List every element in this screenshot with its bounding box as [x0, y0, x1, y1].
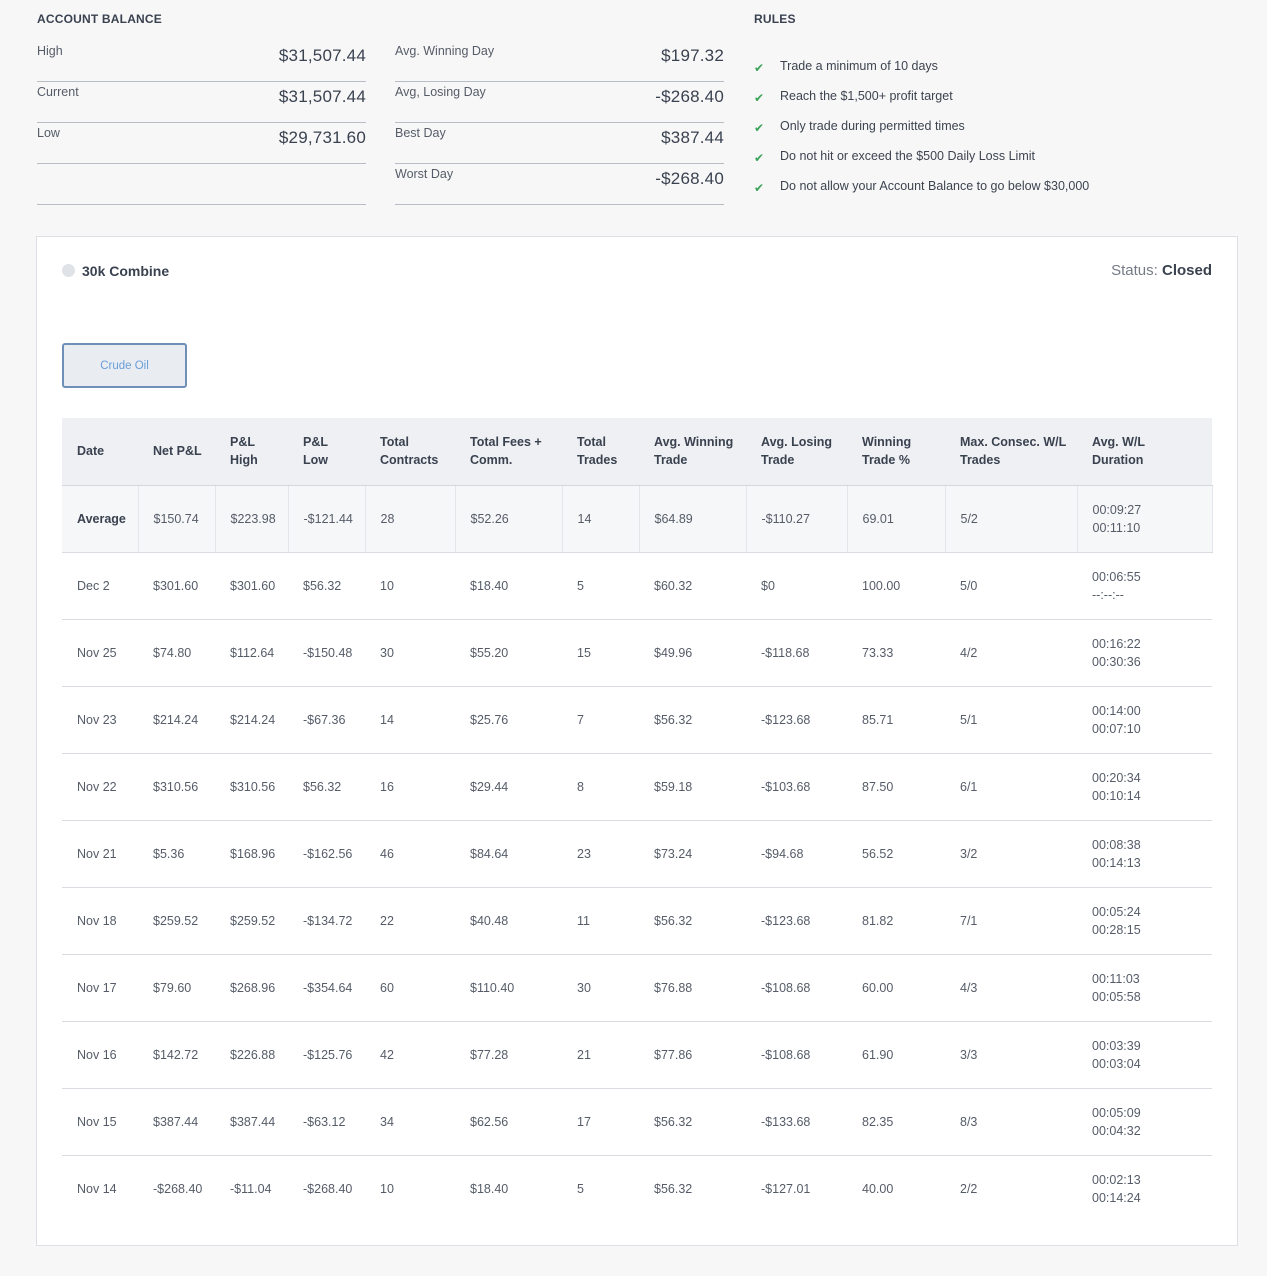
column-header-text: Avg. Winning — [654, 435, 734, 450]
table-cell: Nov 16 — [62, 1021, 138, 1088]
duration-value: 00:10:14 — [1092, 788, 1141, 803]
table-cell: Nov 18 — [62, 887, 138, 954]
table-cell: -$354.64 — [288, 954, 365, 1021]
column-header-text: Trade — [654, 453, 688, 468]
rule-item — [754, 87, 1089, 117]
checkmark-icon: ✔ — [754, 91, 765, 105]
table-cell: 34 — [365, 1088, 455, 1155]
table-cell: 21 — [562, 1021, 639, 1088]
table-cell: -$127.01 — [761, 1181, 811, 1196]
stat-value: $197.32 — [661, 46, 724, 65]
table-cell: 7 — [562, 686, 639, 753]
account-balance-title: ACCOUNT BALANCE — [37, 12, 162, 26]
duration-value: 00:07:10 — [1092, 721, 1141, 736]
table-cell: -$110.27 — [746, 485, 847, 552]
table-cell: -$123.68 — [746, 887, 847, 954]
stat-label: Worst Day — [395, 167, 454, 181]
table-cell: 15 — [562, 619, 639, 686]
table-cell — [1077, 552, 1212, 619]
table-cell: 60 — [365, 954, 455, 1021]
table-cell: Average — [62, 485, 138, 552]
table-cell: 11 — [562, 887, 639, 954]
column-header-text: Total — [577, 435, 606, 450]
column-header[interactable] — [746, 418, 847, 485]
table-row — [62, 686, 1212, 753]
card-header — [62, 262, 1212, 282]
column-header[interactable] — [1077, 418, 1212, 485]
column-header-text: Date — [77, 444, 105, 459]
table-cell: 87.50 — [847, 753, 945, 820]
duration-value: 00:16:22 — [1092, 636, 1141, 651]
table-cell: $62.56 — [455, 1088, 562, 1155]
checkmark-icon: ✔ — [754, 121, 765, 135]
duration-value: 00:20:34 — [1092, 770, 1141, 785]
balance-stat-row — [37, 41, 366, 82]
table-cell: $142.72 — [138, 1021, 215, 1088]
table-cell: 30 — [365, 619, 455, 686]
table-cell: 14 — [562, 485, 639, 552]
column-header[interactable] — [562, 418, 639, 485]
table-cell: 61.90 — [847, 1021, 945, 1088]
table-cell: -$67.36 — [288, 686, 365, 753]
column-header-text: Duration — [1092, 453, 1144, 468]
duration-value: 00:30:36 — [1092, 654, 1141, 669]
duration-value: 00:14:13 — [1092, 855, 1141, 870]
column-header-text: Avg. Losing — [761, 435, 833, 450]
table-row — [62, 619, 1212, 686]
table-cell: $56.32 — [654, 1181, 693, 1196]
duration-value: 00:05:24 — [1092, 904, 1141, 919]
duration-value: 00:03:04 — [1092, 1056, 1141, 1071]
balance-stat-row — [37, 123, 366, 164]
column-header-text: Net P&L — [153, 444, 202, 459]
table-cell: $56.32 — [639, 887, 746, 954]
table-cell: $310.56 — [138, 753, 215, 820]
balance-stat-row — [37, 164, 366, 205]
table-cell: 7/1 — [945, 887, 1077, 954]
table-cell: $223.98 — [215, 485, 288, 552]
table-cell: -$133.68 — [746, 1088, 847, 1155]
stat-value: $387.44 — [661, 128, 724, 147]
table-row — [62, 753, 1212, 820]
table-cell: $74.80 — [138, 619, 215, 686]
column-header[interactable] — [365, 418, 455, 485]
table-cell: -$125.76 — [288, 1021, 365, 1088]
checkmark-icon: ✔ — [754, 61, 765, 75]
column-header-text: P&L — [230, 435, 255, 450]
table-cell: -$134.72 — [288, 887, 365, 954]
table-cell: $56.32 — [288, 552, 365, 619]
column-header-text: Trades — [577, 453, 618, 468]
table-cell: $214.24 — [138, 686, 215, 753]
table-cell: 28 — [365, 485, 455, 552]
table-cell: $387.44 — [215, 1088, 288, 1155]
column-header[interactable] — [215, 418, 288, 485]
table-header-row — [62, 418, 1212, 485]
table-cell: 5/2 — [945, 485, 1077, 552]
table-cell: -$108.68 — [746, 954, 847, 1021]
table-cell — [1077, 686, 1212, 753]
table-cell: $259.52 — [215, 887, 288, 954]
column-header-text: Total Fees + — [470, 435, 542, 450]
table-cell: $310.56 — [215, 753, 288, 820]
duration-value: 00:02:13 — [1092, 1172, 1141, 1187]
table-cell: -$108.68 — [746, 1021, 847, 1088]
column-header-text: Trade % — [862, 453, 910, 468]
status-value: Closed — [1161, 262, 1212, 279]
table-cell: Nov 17 — [62, 954, 138, 1021]
duration-value: 00:11:10 — [1092, 520, 1141, 535]
table-cell: 30 — [562, 954, 639, 1021]
table-cell: -$63.12 — [288, 1088, 365, 1155]
column-header-text: Max. Consec. W/L — [960, 435, 1067, 450]
table-cell: $76.88 — [639, 954, 746, 1021]
balance-stat-row — [37, 82, 366, 123]
table-cell: -$11.04 — [230, 1181, 272, 1196]
rules-list — [754, 57, 1089, 207]
table-cell: $25.76 — [455, 686, 562, 753]
column-header-text: Total — [380, 435, 409, 450]
table-row — [62, 954, 1212, 1021]
table-row — [62, 1088, 1212, 1155]
balance-stats-right — [395, 41, 724, 205]
table-cell: Dec 2 — [62, 552, 138, 619]
duration-value: 00:04:32 — [1092, 1123, 1141, 1138]
table-cell — [1077, 820, 1212, 887]
table-cell: 56.52 — [847, 820, 945, 887]
table-cell: $301.60 — [215, 552, 288, 619]
summary-section — [37, 0, 1237, 230]
table-cell: Nov 25 — [62, 619, 138, 686]
table-cell: 2/2 — [960, 1181, 978, 1196]
duration-value: 00:08:38 — [1092, 837, 1141, 852]
column-header-text: Winning — [862, 435, 912, 450]
table-cell: -$94.68 — [746, 820, 847, 887]
table-cell: $18.40 — [455, 552, 562, 619]
duration-value: 00:03:39 — [1092, 1038, 1141, 1053]
table-cell: $150.74 — [138, 485, 215, 552]
stat-label: Avg, Losing Day — [395, 85, 486, 99]
duration-value: 00:06:55 — [1092, 569, 1141, 584]
table-cell: $56.32 — [639, 1088, 746, 1155]
duration-value: 00:05:09 — [1092, 1105, 1141, 1120]
table-cell: Nov 23 — [62, 686, 138, 753]
table-cell: 17 — [562, 1088, 639, 1155]
stat-label: Best Day — [395, 126, 446, 140]
table-cell: 85.71 — [847, 686, 945, 753]
table-cell: $168.96 — [215, 820, 288, 887]
table-cell — [1077, 1021, 1212, 1088]
table-cell: $29.44 — [455, 753, 562, 820]
column-header[interactable] — [945, 418, 1077, 485]
table-cell: 6/1 — [945, 753, 1077, 820]
column-header-text: P&L — [303, 435, 328, 450]
table-cell: $64.89 — [639, 485, 746, 552]
stat-value: $29,731.60 — [278, 128, 366, 147]
table-cell: $5.36 — [138, 820, 215, 887]
table-cell: $56.32 — [639, 686, 746, 753]
table-cell: $110.40 — [455, 954, 562, 1021]
table-cell: $77.86 — [639, 1021, 746, 1088]
stat-label: Avg. Winning Day — [395, 44, 495, 58]
duration-value: --:--:-- — [1092, 587, 1124, 602]
stat-value: -$268.40 — [655, 169, 724, 188]
duration-value: 00:11:03 — [1092, 971, 1140, 986]
rule-text: Do not allow your Account Balance to go below $30,000 — [780, 179, 1090, 193]
table-cell: 3/3 — [945, 1021, 1077, 1088]
column-header-text: Trades — [960, 453, 1001, 468]
table-cell: 22 — [365, 887, 455, 954]
stat-value: $31,507.44 — [278, 87, 366, 106]
table-cell: 10 — [380, 1181, 394, 1196]
table-cell: $214.24 — [215, 686, 288, 753]
stat-label: Low — [37, 126, 60, 140]
table-cell: -$118.68 — [746, 619, 847, 686]
table-cell: $0 — [746, 552, 847, 619]
column-header-text: Low — [303, 453, 328, 468]
table-cell: 5 — [577, 1181, 584, 1196]
table-cell — [1077, 887, 1212, 954]
table-cell — [1077, 753, 1212, 820]
table-cell: $40.48 — [455, 887, 562, 954]
table-cell: 10 — [365, 552, 455, 619]
table-cell: -$150.48 — [288, 619, 365, 686]
rule-text: Reach the $1,500+ profit target — [780, 89, 953, 103]
table-cell: 5/0 — [945, 552, 1077, 619]
rules-title: RULES — [754, 12, 796, 26]
table-cell: $268.96 — [215, 954, 288, 1021]
balance-stat-row — [395, 123, 724, 164]
balance-stats-left — [37, 41, 366, 205]
balance-stat-row — [395, 41, 724, 82]
table-cell: $56.32 — [288, 753, 365, 820]
crude-oil-button[interactable]: Crude Oil — [62, 343, 187, 388]
table-cell: $112.64 — [215, 619, 288, 686]
duration-value: 00:14:00 — [1092, 703, 1141, 718]
table-cell: -$162.56 — [288, 820, 365, 887]
table-cell: Nov 21 — [62, 820, 138, 887]
table-cell: $59.18 — [639, 753, 746, 820]
table-cell: 5/1 — [945, 686, 1077, 753]
table-cell: 3/2 — [945, 820, 1077, 887]
table-cell: $79.60 — [138, 954, 215, 1021]
table-cell: 40.00 — [862, 1181, 894, 1196]
table-cell: $55.20 — [455, 619, 562, 686]
table-cell: $226.88 — [215, 1021, 288, 1088]
column-header[interactable] — [847, 418, 945, 485]
table-row — [62, 1155, 1212, 1222]
table-cell: 60.00 — [847, 954, 945, 1021]
table-row — [62, 1021, 1212, 1088]
table-cell: Nov 15 — [62, 1088, 138, 1155]
table-cell: $18.40 — [470, 1181, 509, 1196]
duration-value: 00:14:24 — [1092, 1190, 1141, 1205]
table-cell: -$103.68 — [746, 753, 847, 820]
table-cell — [1077, 1155, 1212, 1222]
table-cell — [1077, 954, 1212, 1021]
account-status — [1111, 262, 1212, 279]
table-cell: -$268.40 — [153, 1181, 203, 1196]
column-header-text: Contracts — [380, 453, 439, 468]
table-cell: $387.44 — [138, 1088, 215, 1155]
rule-item — [754, 177, 1089, 207]
rule-text: Only trade during permitted times — [780, 119, 965, 133]
stat-value: -$268.40 — [655, 87, 724, 106]
table-cell: $60.32 — [639, 552, 746, 619]
status-dot-icon — [62, 264, 75, 277]
table-cell: 42 — [365, 1021, 455, 1088]
rule-item — [754, 117, 1089, 147]
average-row — [62, 485, 1212, 552]
table-cell: Nov 22 — [62, 753, 138, 820]
table-cell: 4/3 — [945, 954, 1077, 1021]
table-row — [62, 887, 1212, 954]
table-cell: 100.00 — [847, 552, 945, 619]
daily-stats-table — [62, 418, 1213, 1222]
table-cell: -$123.68 — [746, 686, 847, 753]
duration-value: 00:28:15 — [1092, 922, 1141, 937]
rule-item — [754, 147, 1089, 177]
table-row — [62, 820, 1212, 887]
table-cell: $301.60 — [138, 552, 215, 619]
stat-label: Current — [37, 85, 79, 99]
table-cell: $84.64 — [455, 820, 562, 887]
table-cell: $77.28 — [455, 1021, 562, 1088]
table-cell: -$268.40 — [303, 1181, 353, 1196]
stat-value: $31,507.44 — [278, 46, 366, 65]
table-cell: 4/2 — [945, 619, 1077, 686]
table-cell: 69.01 — [847, 485, 945, 552]
table-cell: 82.35 — [847, 1088, 945, 1155]
stat-label: High — [37, 44, 63, 58]
table-cell: Nov 14 — [77, 1181, 117, 1196]
table-cell — [1077, 1088, 1212, 1155]
table-cell: $52.26 — [455, 485, 562, 552]
column-header-text: Trade — [761, 453, 795, 468]
table-cell: 16 — [365, 753, 455, 820]
column-header[interactable] — [455, 418, 562, 485]
table-cell: 73.33 — [847, 619, 945, 686]
table-cell: 8/3 — [945, 1088, 1077, 1155]
table-cell: 81.82 — [847, 887, 945, 954]
duration-value: 00:05:58 — [1092, 989, 1141, 1004]
column-header[interactable] — [288, 418, 365, 485]
table-cell: $259.52 — [138, 887, 215, 954]
table-cell: $73.24 — [639, 820, 746, 887]
column-header[interactable] — [639, 418, 746, 485]
column-header-text: Avg. W/L — [1092, 435, 1146, 450]
table-cell: 5 — [562, 552, 639, 619]
rule-item — [754, 57, 1089, 87]
column-header-text: Comm. — [470, 453, 513, 468]
table-cell: $49.96 — [639, 619, 746, 686]
table-row — [62, 552, 1212, 619]
balance-stat-row — [395, 164, 724, 205]
table-cell: -$121.44 — [288, 485, 365, 552]
balance-stat-row — [395, 82, 724, 123]
table-cell: 14 — [365, 686, 455, 753]
duration-value: 00:09:27 — [1092, 502, 1142, 517]
table-cell — [1077, 485, 1212, 552]
table-cell — [1077, 619, 1212, 686]
status-label: Status: — [1111, 262, 1158, 279]
table-cell: 23 — [562, 820, 639, 887]
table-cell: 8 — [562, 753, 639, 820]
table-cell: 46 — [365, 820, 455, 887]
column-header[interactable] — [62, 418, 138, 485]
column-header[interactable] — [138, 418, 215, 485]
rule-text: Trade a minimum of 10 days — [780, 59, 938, 73]
column-header-text: High — [230, 453, 258, 468]
rule-text: Do not hit or exceed the $500 Daily Loss Limit — [780, 149, 1035, 163]
account-name: 30k Combine — [82, 263, 170, 279]
checkmark-icon: ✔ — [754, 151, 765, 165]
account-card — [36, 236, 1238, 1246]
checkmark-icon: ✔ — [754, 181, 765, 195]
